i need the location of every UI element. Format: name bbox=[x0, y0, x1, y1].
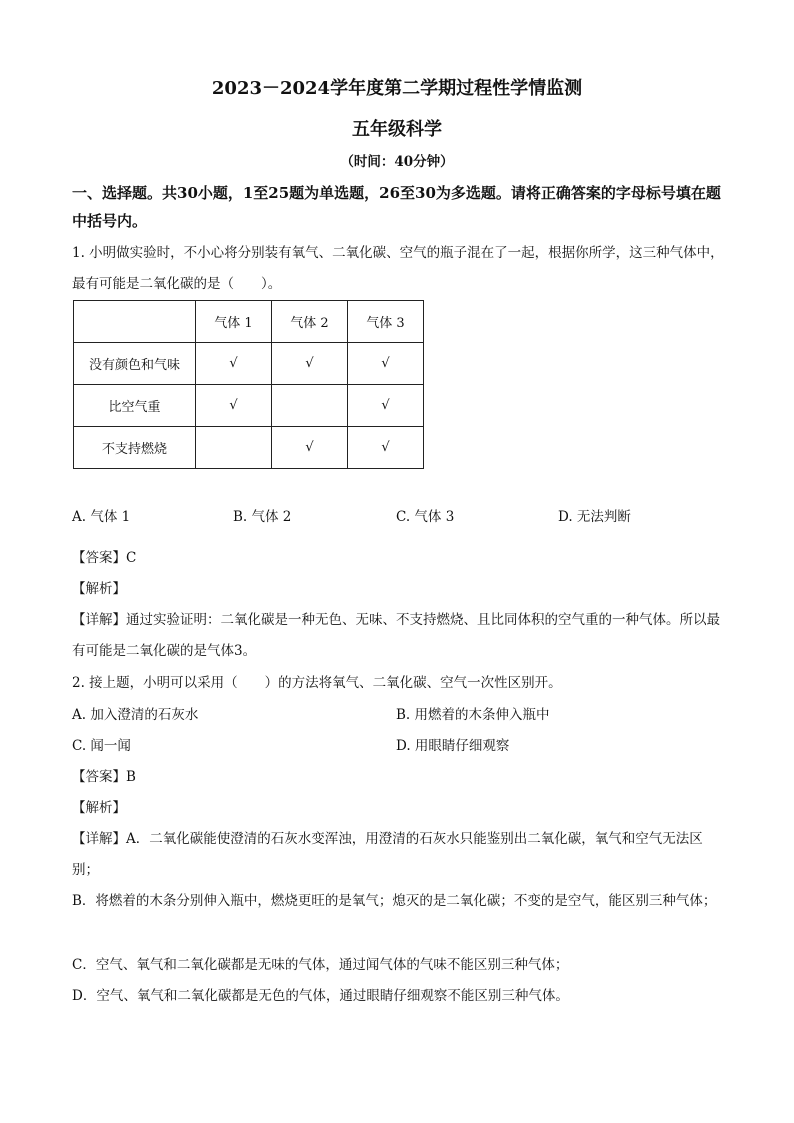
exam-title: 2023－2024学年度第二学期过程性学情监测 bbox=[211, 78, 583, 99]
q2-analysis-label: 【解析】 bbox=[72, 800, 126, 816]
gas-properties-table bbox=[73, 300, 424, 469]
q1-detail: 【详解】通过实验证明：二氧化碳是一种无色、无味、不支持燃烧、且比同体积的空气重的一种气体。所以最有可能是二氧化碳的是气体3。 bbox=[72, 612, 720, 659]
q1-answer: 【答案】C bbox=[72, 550, 137, 566]
table-cell bbox=[272, 385, 348, 427]
q2-answer: 【答案】B bbox=[72, 769, 136, 785]
q2-detail-d: D．空气、氧气和二氧化碳都是无色的气体，通过眼睛仔细观察不能区别三种气体。 bbox=[72, 988, 569, 1004]
table-cell: √ bbox=[272, 427, 348, 469]
q1-option-a: A. 气体 1 bbox=[72, 509, 131, 525]
question-2-stem: 2. 接上题，小明可以采用（ ）的方法将氧气、二氧化碳、空气一次性区别开。 bbox=[72, 675, 562, 691]
table-cell: √ bbox=[348, 385, 424, 427]
q1-option-d: D. 无法判断 bbox=[558, 509, 631, 525]
q2-option-d: D. 用眼睛仔细观察 bbox=[396, 738, 510, 754]
table-header-row bbox=[74, 301, 424, 343]
section-heading: 一、选择题。共30小题，1至25题为单选题，26至30为多选题。请将正确答案的字母标号填在题中括号内。 bbox=[72, 184, 721, 230]
q2-detail-c: C．空气、氧气和二氧化碳都是无味的气体，通过闻气体的气味不能区别三种气体； bbox=[72, 957, 569, 973]
table-cell bbox=[196, 427, 272, 469]
table-cell: 没有颜色和气味 bbox=[74, 343, 196, 385]
table-cell bbox=[74, 301, 196, 343]
exam-subtitle: 五年级科学 bbox=[352, 119, 442, 140]
table-cell: 气体 2 bbox=[272, 301, 348, 343]
table-cell: 气体 3 bbox=[348, 301, 424, 343]
table-cell: √ bbox=[348, 343, 424, 385]
q2-option-c: C. 闻一闻 bbox=[72, 738, 131, 754]
table-cell: 比空气重 bbox=[74, 385, 196, 427]
table-cell: √ bbox=[196, 385, 272, 427]
question-1-stem: 1. 小明做实验时，不小心将分别装有氧气、二氧化碳、空气的瓶子混在了一起，根据你所学，这三种气体中，最有可能是二氧化碳的是（ ）。 bbox=[72, 245, 724, 292]
table-cell: 气体 1 bbox=[196, 301, 272, 343]
q1-analysis-label: 【解析】 bbox=[72, 581, 126, 597]
table-row bbox=[74, 385, 424, 427]
table-row bbox=[74, 343, 424, 385]
table-cell: 不支持燃烧 bbox=[74, 427, 196, 469]
q1-option-b: B. 气体 2 bbox=[233, 509, 292, 525]
q2-option-b: B. 用燃着的木条伸入瓶中 bbox=[396, 707, 550, 723]
exam-time: （时间：40分钟） bbox=[340, 154, 454, 170]
q2-detail-a: 【详解】A．二氧化碳能使澄清的石灰水变浑浊，用澄清的石灰水只能鉴别出二氧化碳，氧气和空气无法区别； bbox=[72, 831, 703, 878]
table-cell: √ bbox=[196, 343, 272, 385]
q2-detail-b: B．将燃着的木条分别伸入瓶中，燃烧更旺的是氧气；熄灭的是二氧化碳；不变的是空气，能区别三种气体； bbox=[72, 893, 717, 909]
q1-option-c: C. 气体 3 bbox=[396, 509, 455, 525]
table-cell: √ bbox=[348, 427, 424, 469]
q2-option-a: A. 加入澄清的石灰水 bbox=[72, 707, 199, 723]
table-row bbox=[74, 427, 424, 469]
table-cell: √ bbox=[272, 343, 348, 385]
